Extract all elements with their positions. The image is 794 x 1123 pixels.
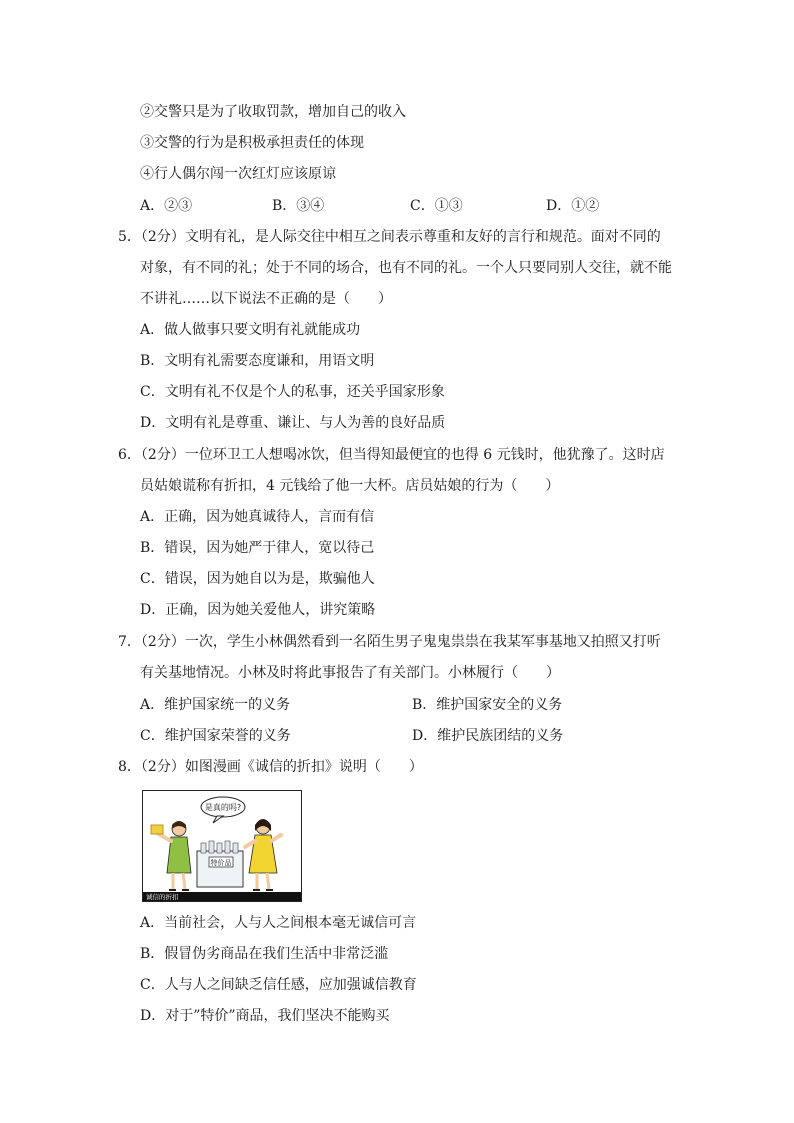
q8-option-d[interactable]: D．对于”特价”商品，我们坚决不能购买 bbox=[140, 1008, 390, 1024]
speech-bubble-text: 是真的吗? bbox=[204, 803, 242, 812]
q6-option-b[interactable]: B．错误，因为她严于律人，宽以待己 bbox=[140, 540, 375, 556]
q7-option-c[interactable]: C．维护国家荣誉的义务 bbox=[140, 728, 291, 744]
q5-option-a[interactable]: A．做人做事只要文明有礼就能成功 bbox=[140, 322, 361, 338]
cartoon-caption: 诚信的折扣 bbox=[146, 893, 179, 901]
q6-option-c[interactable]: C．错误，因为她自以为是，欺骗他人 bbox=[140, 571, 375, 587]
cartoon-integrity-discount bbox=[142, 790, 302, 902]
q5-stem-line-3: 不讲礼……以下说法不正确的是（ ） bbox=[140, 291, 392, 307]
special-price-sign: 特价品 bbox=[210, 859, 232, 867]
cartoon-illustration bbox=[143, 791, 301, 901]
q6-stem-line-1: 6．（2分）一位环卫工人想喝冰饮，但当得知最便宜的也得 6 元钱时，他犹豫了。这时店 bbox=[118, 447, 665, 463]
option-c[interactable]: C．①③ bbox=[410, 198, 463, 214]
q8-option-b[interactable]: B．假冒伪劣商品在我们生活中非常泛滥 bbox=[140, 946, 389, 962]
option-d[interactable]: D．①② bbox=[546, 198, 600, 214]
option-a[interactable]: A．②③ bbox=[140, 198, 193, 214]
q7-stem-line-1: 7．（2分）一次，学生小林偶然看到一名陌生男子鬼鬼祟祟在我某军事基地又拍照又打听 bbox=[118, 634, 661, 650]
option-b[interactable]: B．③④ bbox=[272, 198, 325, 214]
q5-stem-line-1: 5．（2分）文明有礼，是人际交往中相互之间表示尊重和友好的言行和规范。面对不同的 bbox=[118, 229, 661, 245]
q7-option-a[interactable]: A．维护国家统一的义务 bbox=[140, 697, 291, 713]
q6-option-a[interactable]: A．正确，因为她真诚待人，言而有信 bbox=[140, 509, 375, 525]
statement-4: ④行人偶尔闯一次红灯应该原谅 bbox=[140, 166, 336, 182]
q6-option-d[interactable]: D．正确，因为她关爱他人，讲究策略 bbox=[140, 602, 376, 618]
q5-option-d[interactable]: D．文明有礼是尊重、谦让、与人为善的良好品质 bbox=[140, 415, 446, 431]
q7-option-d[interactable]: D．维护民族团结的义务 bbox=[412, 728, 564, 744]
q5-option-b[interactable]: B．文明有礼需要态度谦和，用语文明 bbox=[140, 353, 375, 369]
statement-3: ③交警的行为是积极承担责任的体现 bbox=[140, 135, 364, 151]
q5-option-c[interactable]: C．文明有礼不仅是个人的私事，还关乎国家形象 bbox=[140, 384, 445, 400]
q8-option-c[interactable]: C．人与人之间缺乏信任感，应加强诚信教育 bbox=[140, 977, 417, 993]
q5-stem-line-2: 对象，有不同的礼；处于不同的场合，也有不同的礼。一个人只要同别人交往，就不能 bbox=[140, 260, 672, 276]
q7-option-b[interactable]: B．维护国家安全的义务 bbox=[412, 697, 563, 713]
q6-stem-line-2: 员姑娘谎称有折扣，4 元钱给了他一大杯。店员姑娘的行为（ ） bbox=[140, 478, 560, 494]
q8-stem: 8．（2分）如图漫画《诚信的折扣》说明（ ） bbox=[118, 759, 423, 775]
q8-option-a[interactable]: A．当前社会，人与人之间根本毫无诚信可言 bbox=[140, 915, 417, 931]
q7-stem-line-2: 有关基地情况。小林及时将此事报告了有关部门。小林履行（ ） bbox=[140, 665, 560, 681]
statement-2: ②交警只是为了收取罚款，增加自己的收入 bbox=[140, 104, 406, 120]
